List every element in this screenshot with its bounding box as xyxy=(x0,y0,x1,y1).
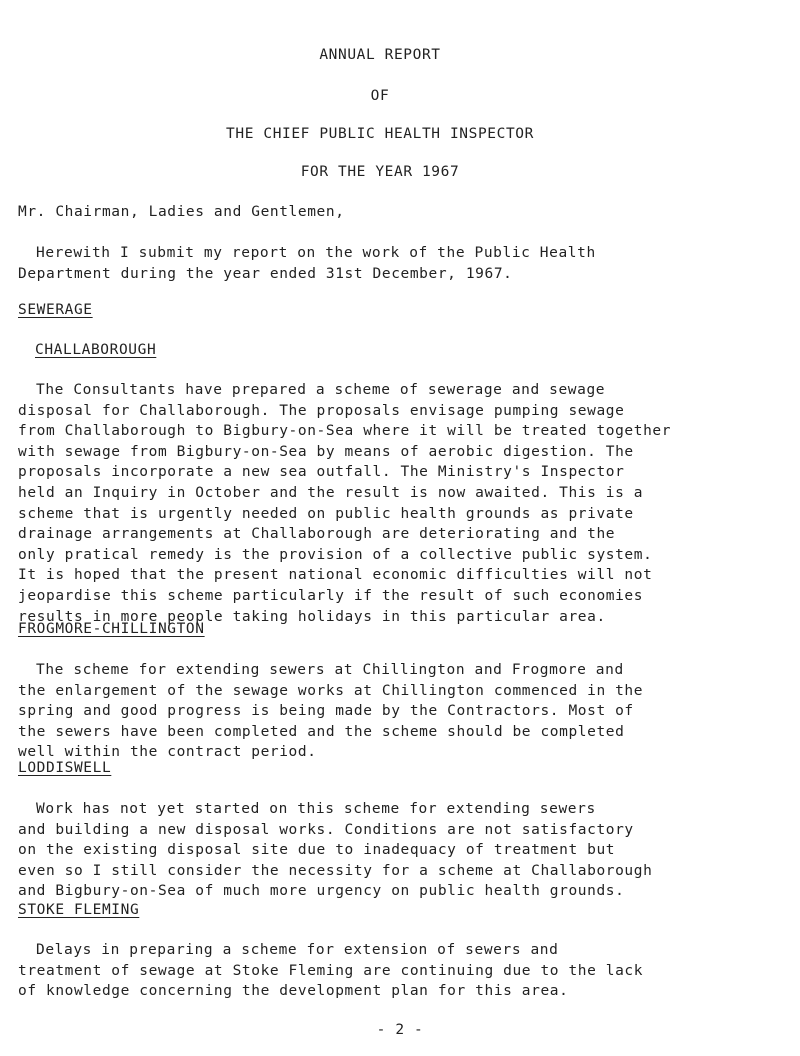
paragraph-line: The Consultants have prepared a scheme of sewerage and sewage xyxy=(36,382,606,398)
paragraph-line: of knowledge concerning the development plan for this area. xyxy=(18,983,569,1000)
paragraph-line: with sewage from Bigbury-on-Sea by means of aerobic digestion. The xyxy=(18,443,634,460)
salutation: Mr. Chairman, Ladies and Gentlemen, xyxy=(18,204,345,220)
paragraph-line: Work has not yet started on this scheme for extending sewers xyxy=(36,801,596,817)
paragraph-line: held an Inquiry in October and the result is now awaited. This is a xyxy=(18,484,644,501)
paragraph-line: jeopardise this scheme particularly if the result of such economies xyxy=(18,587,644,604)
paragraph-line: the sewers have been completed and the scheme should be completed xyxy=(18,723,625,740)
paragraph-line: even so I still consider the necessity for a scheme at Challaborough xyxy=(18,862,653,879)
challaborough-paragraph xyxy=(18,380,671,627)
report-title: ANNUAL REPORT xyxy=(319,47,441,63)
paragraph-line: It is hoped that the present national economic difficulties will not xyxy=(18,567,653,584)
intro-paragraph xyxy=(18,243,596,284)
paragraph-line: only pratical remedy is the provision of a collective public system. xyxy=(18,546,653,563)
section-heading-sewerage: SEWERAGE xyxy=(18,302,93,318)
paragraph-line: well within the contract period. xyxy=(18,744,317,761)
subheading-stoke-fleming: STOKE FLEMING xyxy=(18,902,140,918)
frogmore-paragraph xyxy=(18,660,643,763)
paragraph-line: the enlargement of the sewage works at Chillington commenced in the xyxy=(18,682,644,699)
paragraph-line: results in more people taking holidays in this particular area. xyxy=(18,608,606,625)
paragraph-line: The scheme for extending sewers at Chillington and Frogmore and xyxy=(36,662,624,678)
report-year: FOR THE YEAR 1967 xyxy=(300,164,460,180)
paragraph-line: from Challaborough to Bigbury-on-Sea where it will be treated together xyxy=(18,423,672,440)
paragraph-line: Delays in preparing a scheme for extension of sewers and xyxy=(36,942,559,958)
subheading-challaborough: CHALLABOROUGH xyxy=(35,342,157,358)
intro-line: Herewith I submit my report on the work of the Public Health xyxy=(36,245,596,261)
paragraph-line: drainage arrangements at Challaborough are deteriorating and the xyxy=(18,526,616,543)
paragraph-line: and building a new disposal works. Conditions are not satisfactory xyxy=(18,821,634,838)
paragraph-line: and Bigbury-on-Sea of much more urgency on public health grounds. xyxy=(18,883,625,900)
intro-line: Department during the year ended 31st December, 1967. xyxy=(18,265,513,282)
paragraph-line: scheme that is urgently needed on public health grounds as private xyxy=(18,505,634,522)
loddiswell-paragraph xyxy=(18,799,652,902)
report-title-of: OF xyxy=(370,88,390,104)
paragraph-line: disposal for Challaborough. The proposals envisage pumping sewage xyxy=(18,402,625,419)
paragraph-line: spring and good progress is being made by the Contractors. Most of xyxy=(18,703,634,720)
paragraph-line: proposals incorporate a new sea outfall. The Ministry's Inspector xyxy=(18,464,625,481)
page-number: - 2 - xyxy=(376,1022,424,1038)
paragraph-line: on the existing disposal site due to inadequacy of treatment but xyxy=(18,842,616,859)
stoke-fleming-paragraph xyxy=(18,940,643,1002)
paragraph-line: treatment of sewage at Stoke Fleming are continuing due to the lack xyxy=(18,962,644,979)
subheading-frogmore-chillington: FROGMORE-CHILLINGTON xyxy=(18,621,205,637)
subheading-loddiswell: LODDISWELL xyxy=(18,760,112,776)
report-subject: THE CHIEF PUBLIC HEALTH INSPECTOR xyxy=(226,126,534,142)
